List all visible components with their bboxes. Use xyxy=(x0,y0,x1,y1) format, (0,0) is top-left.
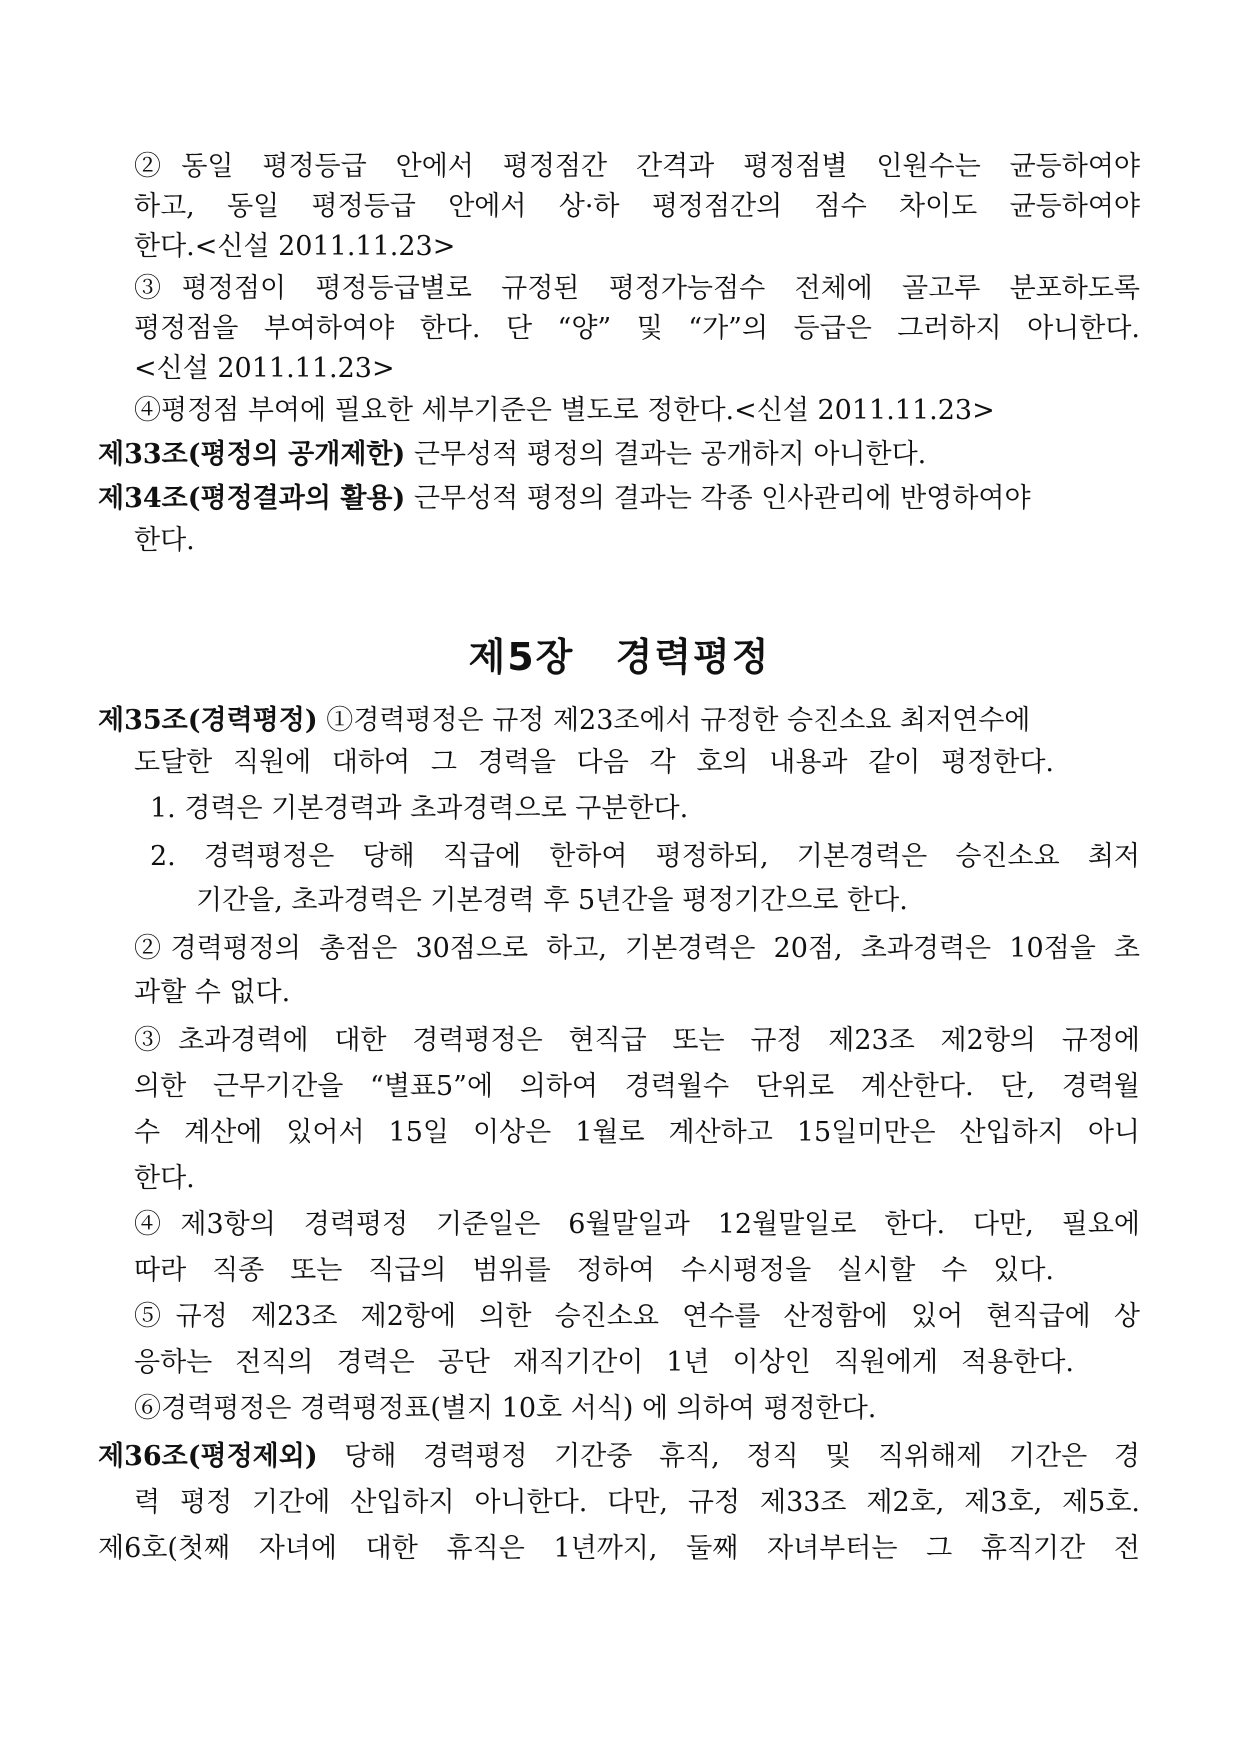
article-35-3-line-4: 한다. xyxy=(134,1163,195,1194)
article-35-item-2-line-2: 기간을, 초과경력은 기본경력 후 5년간을 평정기간으로 한다. xyxy=(196,885,908,916)
article-35-line-1: 제35조(경력평정) ①경력평정은 규정 제23조에서 규정한 승진소요 최저연수에 xyxy=(98,705,1031,736)
article-heading: 제34조(평정결과의 활용) xyxy=(98,483,406,514)
article-36-line-2: 력 평정 기간에 산입하지 아니한다. 다만, 규정 제33조 제2호, 제3호, 제5호. xyxy=(134,1487,1140,1518)
article-35-4-line-1: ④제3항의 경력평정 기준일은 6월말일과 12월말일로 한다. 다만, 필요에 xyxy=(134,1209,1140,1240)
clause-32-3-line-2: 평정점을 부여하여야 한다. 단 “양” 및 “가”의 등급은 그러하지 아니한다. xyxy=(134,313,1140,344)
article-35-5-line-2: 응하는 전직의 경력은 공단 재직기간이 1년 이상인 직원에게 적용한다. xyxy=(134,1347,1074,1378)
article-35-4-line-2: 따라 직종 또는 직급의 범위를 정하여 수시평정을 실시할 수 있다. xyxy=(134,1255,1054,1286)
article-35-3-line-3: 수 계산에 있어서 15일 이상은 1월로 계산하고 15일미만은 산입하지 아니 xyxy=(134,1117,1140,1148)
article-35-item-1: 1. 경력은 기본경력과 초과경력으로 구분한다. xyxy=(150,793,689,824)
chapter-title: 제5장 경력평정 xyxy=(468,635,771,679)
article-35-item-2-line-1: 2. 경력평정은 당해 직급에 한하여 평정하되, 기본경력은 승진소요 최저 xyxy=(150,841,1140,872)
article-35-2-line-1: ②경력평정의 총점은 30점으로 하고, 기본경력은 20점, 초과경력은 10점을 초 xyxy=(134,933,1140,964)
clause-32-2-line-3: 한다.<신설 2011.11.23> xyxy=(134,231,456,262)
clause-32-2-line-2: 하고, 동일 평정등급 안에서 상·하 평정점간의 점수 차이도 균등하여야 xyxy=(134,191,1140,222)
article-35-3-line-2: 의한 근무기간을 “별표5”에 의하여 경력월수 단위로 계산한다. 단, 경력월 xyxy=(134,1071,1140,1102)
clause-32-2-line-1: ②동일 평정등급 안에서 평정점간 간격과 평정점별 인원수는 균등하여야 xyxy=(134,151,1140,182)
article-35-3-line-1: ③초과경력에 대한 경력평정은 현직급 또는 규정 제23조 제2항의 규정에 xyxy=(134,1025,1140,1056)
article-36-line-1: 제36조(평정제외) 당해 경력평정 기간중 휴직, 정직 및 직위해제 기간은 경 xyxy=(98,1441,1140,1472)
article-36-line-3: 제6호(첫째 자녀에 대한 휴직은 1년까지, 둘째 자녀부터는 그 휴직기간 전 xyxy=(98,1533,1140,1564)
article-34-line-1: 제34조(평정결과의 활용) 근무성적 평정의 결과는 각종 인사관리에 반영하여야 xyxy=(98,483,1031,514)
clause-32-3-line-3: <신설 2011.11.23> xyxy=(134,353,395,384)
article-33: 제33조(평정의 공개제한) 근무성적 평정의 결과는 공개하지 아니한다. xyxy=(98,439,927,470)
article-35-6-line-1: ⑥경력평정은 경력평정표(별지 10호 서식) 에 의하여 평정한다. xyxy=(134,1393,877,1424)
article-35-line-2: 도달한 직원에 대하여 그 경력을 다음 각 호의 내용과 같이 평정한다. xyxy=(134,747,1054,778)
article-heading: 제35조(경력평정) xyxy=(98,705,318,736)
article-34-line-2: 한다. xyxy=(134,525,195,556)
clause-32-4-line-1: ④평정점 부여에 필요한 세부기준은 별도로 정한다.<신설 2011.11.23> xyxy=(134,395,995,426)
clause-32-3-line-1: ③평정점이 평정등급별로 규정된 평정가능점수 전체에 골고루 분포하도록 xyxy=(134,273,1140,304)
article-heading: 제36조(평정제외) xyxy=(98,1441,318,1472)
article-heading: 제33조(평정의 공개제한) xyxy=(98,439,406,470)
article-35-2-line-2: 과할 수 없다. xyxy=(134,977,291,1008)
article-35-5-line-1: ⑤규정 제23조 제2항에 의한 승진소요 연수를 산정함에 있어 현직급에 상 xyxy=(134,1301,1140,1332)
